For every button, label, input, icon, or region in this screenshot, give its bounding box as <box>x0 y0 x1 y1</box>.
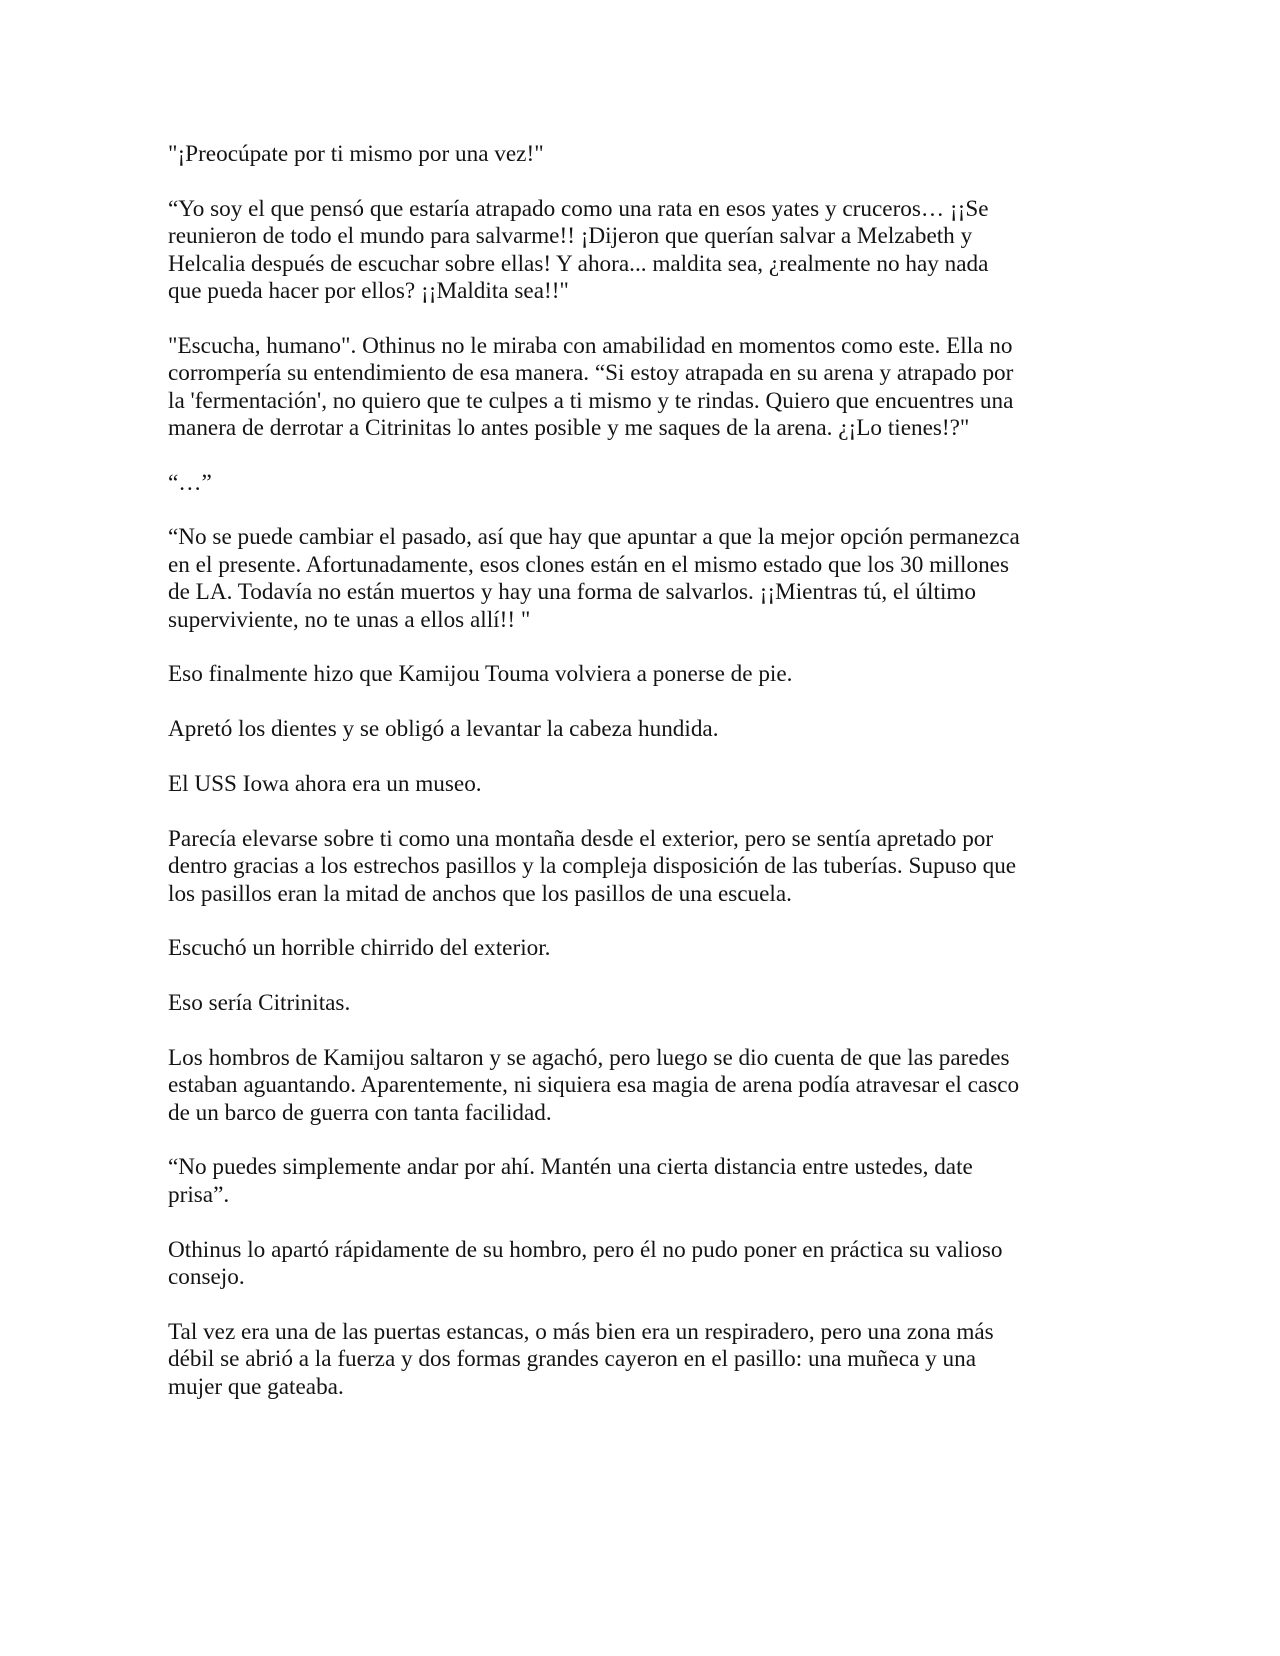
text-line: Los hombros de Kamijou saltaron y se agachó, pero luego se dio cuenta de que las paredes <box>168 1044 1010 1071</box>
text-line: dentro gracias a los estrechos pasillos y la compleja disposición de las tuberías. Supuso que <box>168 853 1017 880</box>
text-line: en el presente. Afortunadamente, esos clones están en el mismo estado que los 30 millones <box>168 551 1009 578</box>
paragraph <box>168 1154 1068 1209</box>
text-line: que pueda hacer por ellos? ¡¡Maldita sea!!" <box>168 277 569 304</box>
paragraph <box>168 141 1068 168</box>
text-line: mujer que gateaba. <box>168 1373 344 1400</box>
text-line: la 'fermentación', no quiero que te culpes a ti mismo y te rindas. Quiero que encuentres una <box>168 387 1014 414</box>
text-line: Eso finalmente hizo que Kamijou Touma volviera a ponerse de pie. <box>168 661 793 688</box>
text-line: “No se puede cambiar el pasado, así que hay que apuntar a que la mejor opción permanezca <box>168 524 1020 551</box>
text-line: Eso sería Citrinitas. <box>168 990 351 1017</box>
text-line: corrompería su entendimiento de esa manera. “Si estoy atrapada en su arena y atrapado por <box>168 360 1014 387</box>
document-body <box>168 141 1068 1428</box>
text-line: manera de derrotar a Citrinitas lo antes posible y me saques de la arena. ¿¡Lo tienes!?" <box>168 414 970 441</box>
text-line: Othinus lo apartó rápidamente de su hombro, pero él no pudo poner en práctica su valioso <box>168 1236 1003 1263</box>
text-line: estaban aguantando. Aparentemente, ni siquiera esa magia de arena podía atravesar el casco <box>168 1072 1020 1099</box>
paragraph <box>168 524 1068 634</box>
text-line: débil se abrió a la fuerza y dos formas grandes cayeron en el pasillo: una muñeca y una <box>168 1346 977 1373</box>
paragraph <box>168 333 1068 443</box>
text-line: superviviente, no te unas a ellos allí!! " <box>168 606 531 633</box>
text-line: los pasillos eran la mitad de anchos que los pasillos de una escuela. <box>168 880 792 907</box>
text-line: El USS Iowa ahora era un museo. <box>168 770 482 797</box>
paragraph <box>168 1045 1068 1127</box>
text-line: de un barco de guerra con tanta facilidad. <box>168 1099 552 1126</box>
paragraph <box>168 1237 1068 1292</box>
text-line: prisa”. <box>168 1181 230 1208</box>
paragraph <box>168 470 1068 497</box>
paragraph <box>168 196 1068 306</box>
text-line: consejo. <box>168 1264 245 1291</box>
paragraph <box>168 771 1068 798</box>
text-line: “No puedes simplemente andar por ahí. Mantén una cierta distancia entre ustedes, date <box>168 1154 973 1181</box>
text-line: "¡Preocúpate por ti mismo por una vez!" <box>168 141 544 167</box>
text-line: "Escucha, humano". Othinus no le miraba con amabilidad en momentos como este. Ella no <box>168 332 1013 359</box>
paragraph <box>168 661 1068 688</box>
paragraph <box>168 990 1068 1017</box>
text-line: de LA. Todavía no están muertos y hay una forma de salvarlos. ¡¡Mientras tú, el último <box>168 579 977 606</box>
text-line: Escuchó un horrible chirrido del exterior. <box>168 935 551 962</box>
paragraph <box>168 716 1068 743</box>
paragraph <box>168 935 1068 962</box>
text-line: reunieron de todo el mundo para salvarme!! ¡Dijeron que querían salvar a Melzabeth y <box>168 223 973 250</box>
text-line: Apretó los dientes y se obligó a levantar la cabeza hundida. <box>168 716 719 743</box>
paragraph <box>168 1319 1068 1401</box>
text-line: Helcalia después de escuchar sobre ellas! Y ahora... maldita sea, ¿realmente no hay nada <box>168 250 989 277</box>
text-line: “Yo soy el que pensó que estaría atrapado como una rata en esos yates y cruceros… ¡¡Se <box>168 195 989 222</box>
text-line: Parecía elevarse sobre ti como una montaña desde el exterior, pero se sentía apretado por <box>168 825 994 852</box>
text-line: “…” <box>168 469 212 496</box>
paragraph <box>168 826 1068 908</box>
text-line: Tal vez era una de las puertas estancas, o más bien era un respiradero, pero una zona más <box>168 1318 994 1345</box>
